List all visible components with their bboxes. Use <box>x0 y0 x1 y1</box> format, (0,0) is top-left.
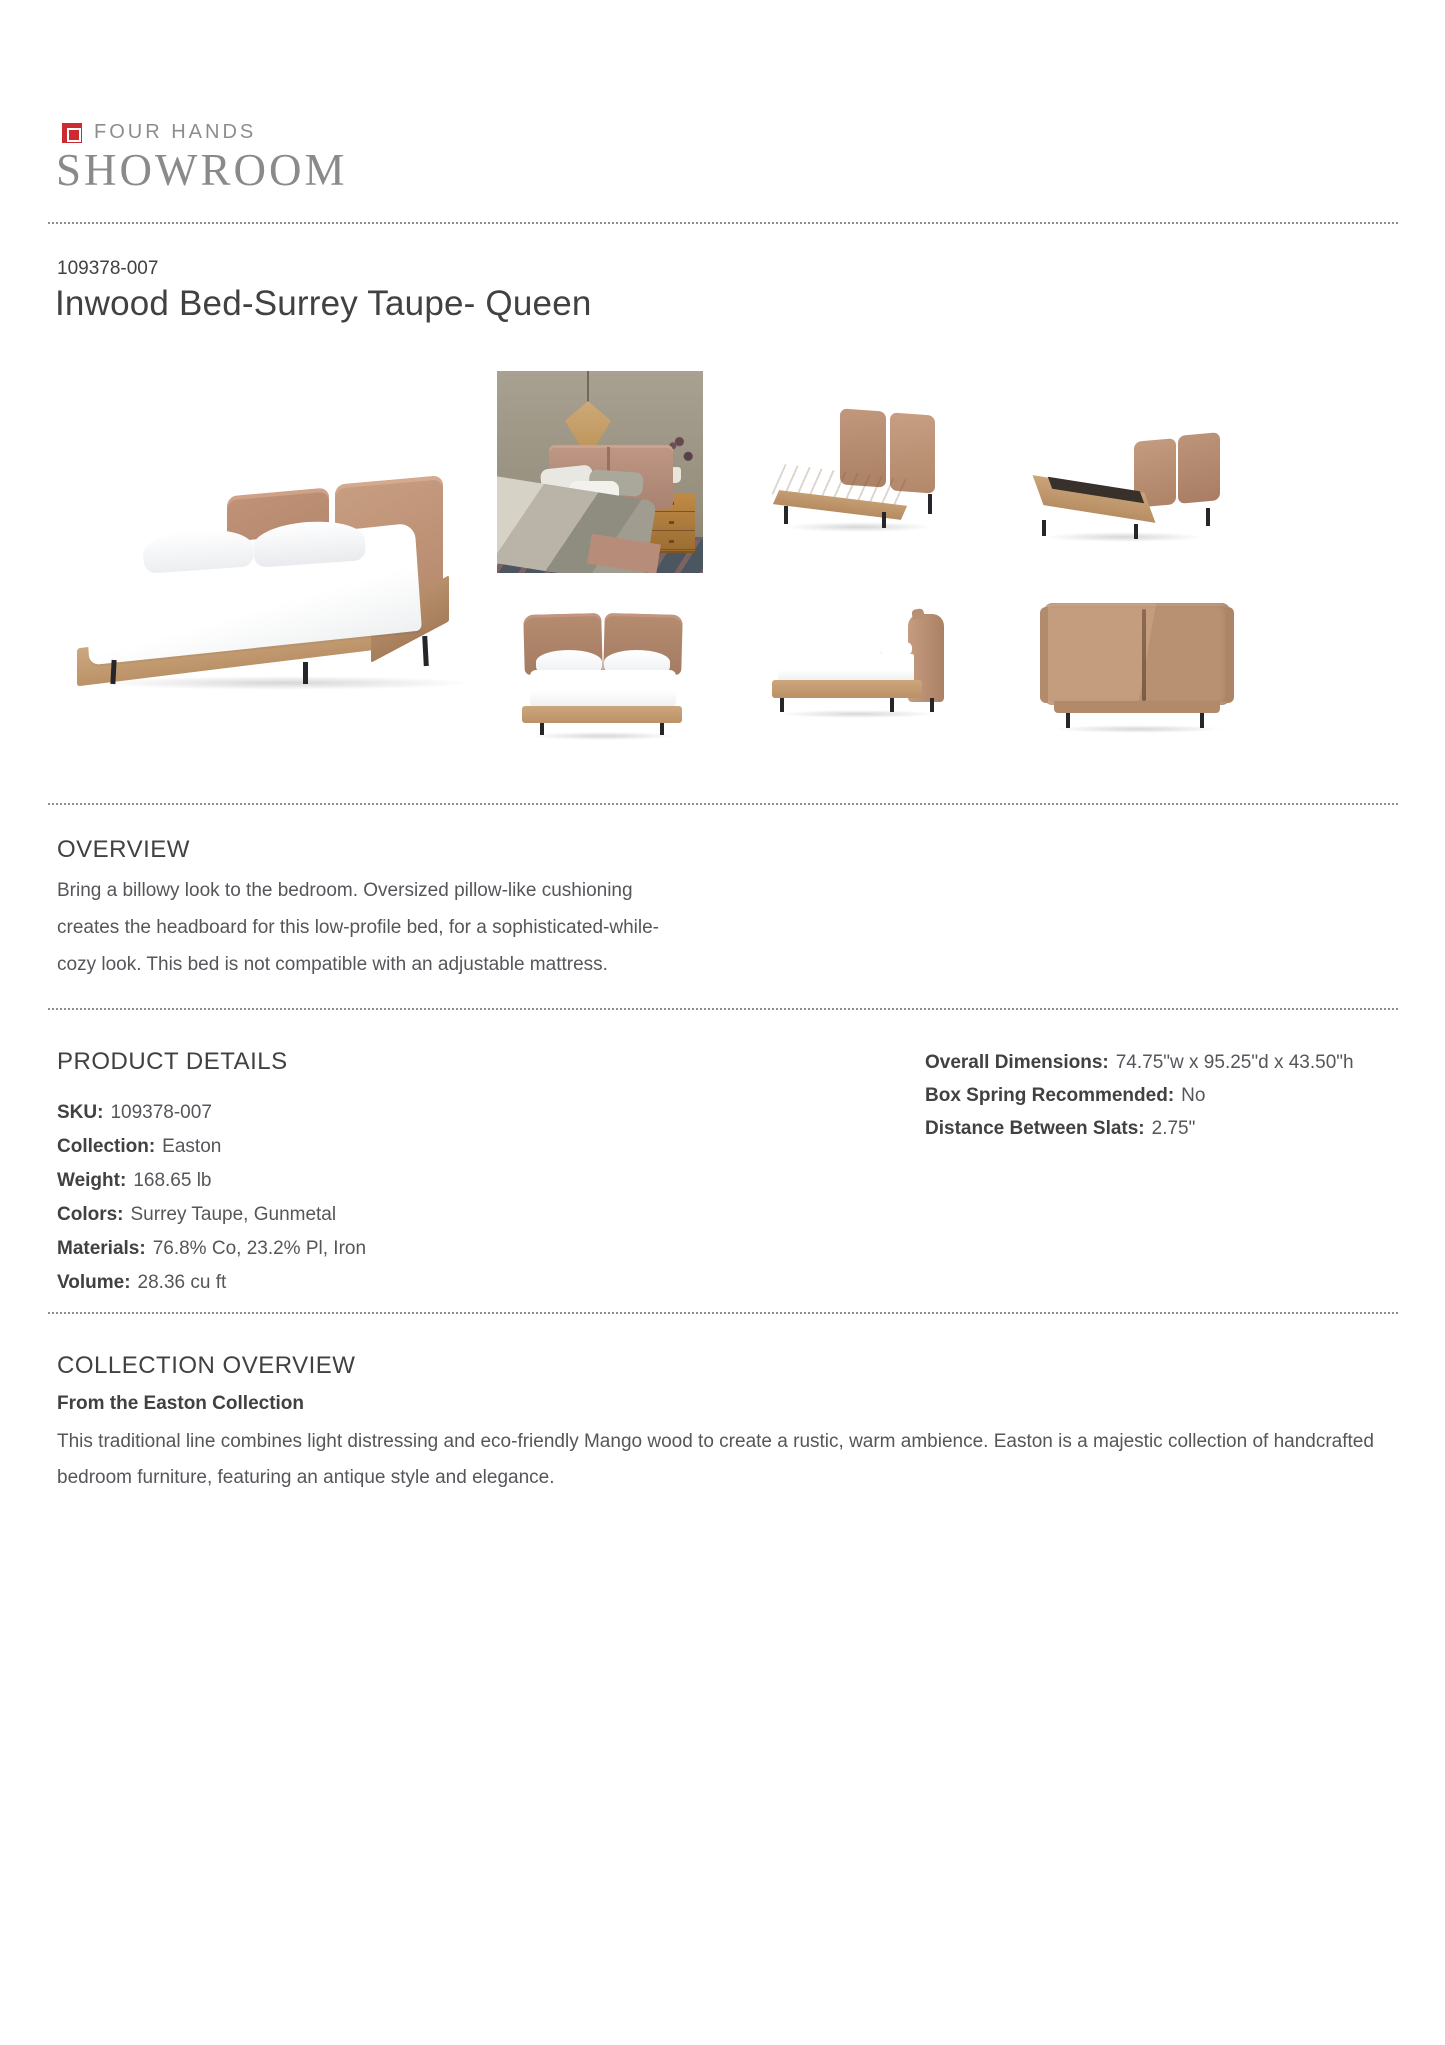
bed-leg <box>1042 520 1046 536</box>
detail-row-volume: Volume: 28.36 cu ft <box>57 1272 227 1293</box>
detail-row-colors: Colors: Surrey Taupe, Gunmetal <box>57 1204 337 1225</box>
image-shadow <box>95 676 475 690</box>
product-details-section <box>57 1048 677 1300</box>
dotted-divider <box>48 222 1398 224</box>
bed-leg <box>1134 524 1138 539</box>
collection-subheading: From the Easton Collection <box>57 1393 305 1414</box>
collection-overview-heading: COLLECTION OVERVIEW <box>57 1352 356 1379</box>
bed-leg <box>928 494 932 514</box>
bed-leg <box>930 698 934 712</box>
product-image-bed-angled <box>85 478 451 683</box>
image-shadow <box>778 710 938 718</box>
product-image-frame-rear-quarter <box>1038 440 1224 540</box>
product-image-frame-angled <box>778 410 954 525</box>
bed-leg <box>780 698 784 712</box>
detail-row-collection: Collection: Easton <box>57 1136 222 1157</box>
mattress <box>530 670 676 708</box>
detail-row-materials: Materials: 76.8% Co, 23.2% Pl, Iron <box>57 1238 367 1259</box>
product-image-side-view <box>772 614 952 718</box>
spec-row-overall-dimensions: Overall Dimensions: 74.75"w x 95.25"d x 43.50"h <box>925 1052 1354 1073</box>
product-sku: 109378-007 <box>57 258 159 279</box>
bed-base <box>772 680 922 698</box>
product-image-headboard-rear <box>1038 603 1236 731</box>
dotted-divider <box>48 1008 1398 1010</box>
bed-leg <box>1206 508 1210 526</box>
image-shadow <box>1044 532 1204 542</box>
image-shadow <box>784 522 934 532</box>
detail-row-weight: Weight: 168.65 lb <box>57 1170 212 1191</box>
detail-row-sku: SKU: 109378-007 <box>57 1102 212 1123</box>
bed-leg <box>1200 713 1204 728</box>
overview-heading: OVERVIEW <box>57 836 190 863</box>
four-hands-logo-icon <box>62 123 82 143</box>
showroom-wordmark: SHOWROOM <box>56 145 348 195</box>
product-specs-section <box>925 1046 1395 1145</box>
image-shadow <box>528 732 678 740</box>
headboard-cushion <box>1178 432 1220 504</box>
pillow <box>142 526 255 574</box>
product-image-gallery <box>0 360 1445 780</box>
image-shadow <box>1052 725 1224 733</box>
collection-paragraph: This traditional line combines light distressing and eco-friendly Mango wood to create a rustic, warm ambience. Easton is a majestic collection of handcrafted bedroom furniture, featuring an antique style and elegance. <box>57 1431 1374 1488</box>
mattress <box>778 654 914 682</box>
headboard-seam <box>1142 609 1146 701</box>
headboard-flange <box>1226 607 1234 703</box>
product-image-front-view <box>518 614 686 732</box>
product-details-heading: PRODUCT DETAILS <box>57 1048 288 1075</box>
bed-leg <box>1066 713 1070 728</box>
headboard-flange <box>1040 607 1048 703</box>
bed-leg <box>890 698 894 712</box>
brand-header <box>62 121 256 144</box>
bed-leg <box>660 723 664 735</box>
bed-leg <box>784 506 788 524</box>
dotted-divider <box>48 1312 1398 1314</box>
headboard-back <box>1044 603 1230 705</box>
bed-rail <box>1054 701 1220 713</box>
bed-base <box>522 706 682 723</box>
spec-row-box-spring: Box Spring Recommended: No <box>925 1085 1206 1106</box>
bed-leg <box>882 512 886 528</box>
page-title: Inwood Bed-Surrey Taupe- Queen <box>55 284 592 323</box>
bed-leg <box>303 662 308 684</box>
brand-name: FOUR HANDS <box>94 121 257 143</box>
dotted-divider <box>48 803 1398 805</box>
bed-leg <box>540 723 544 735</box>
product-image-lifestyle <box>497 371 703 573</box>
spec-row-slat-distance: Distance Between Slats: 2.75" <box>925 1118 1196 1139</box>
bed-leg <box>422 636 429 666</box>
overview-paragraph: Bring a billowy look to the bedroom. Oversized pillow-like cushioning creates the headboard for this low-profile bed, for a sophisticated-while-cozy look. This bed is not compatible with an adjustable mattress. <box>57 880 659 975</box>
